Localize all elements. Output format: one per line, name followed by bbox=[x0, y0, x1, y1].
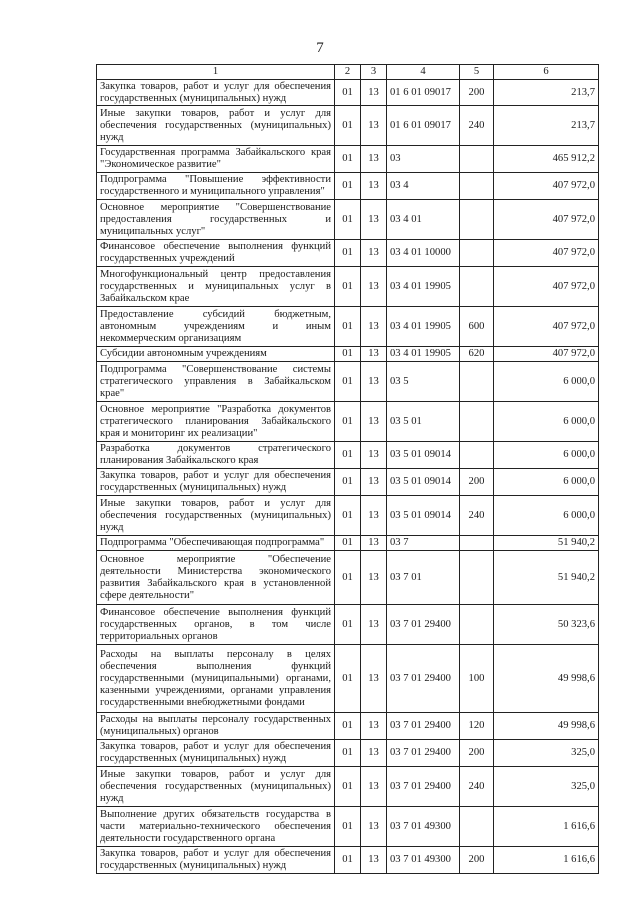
row-vr bbox=[460, 200, 494, 240]
table-row bbox=[97, 267, 599, 307]
row-name: Расходы на выплаты персоналу государственных (муниципальных) органов bbox=[97, 713, 335, 740]
table-row bbox=[97, 307, 599, 347]
row-csr: 03 4 bbox=[387, 173, 460, 200]
header-pr: 3 bbox=[361, 65, 387, 80]
row-pr: 13 bbox=[361, 240, 387, 267]
row-name: Закупка товаров, работ и услуг для обеспечения государственных (муниципальных) нужд bbox=[97, 740, 335, 767]
row-vr: 200 bbox=[460, 740, 494, 767]
row-name: Финансовое обеспечение выполнения функций государственных органов, в том числе территориальных органов bbox=[97, 605, 335, 645]
table-row bbox=[97, 173, 599, 200]
budget-table bbox=[96, 64, 599, 874]
table-row bbox=[97, 200, 599, 240]
row-csr: 03 7 bbox=[387, 536, 460, 551]
row-csr: 03 5 bbox=[387, 362, 460, 402]
row-pr: 13 bbox=[361, 402, 387, 442]
row-name: Подпрограмма "Повышение эффективности государственного и муниципального управления" bbox=[97, 173, 335, 200]
row-rz: 01 bbox=[335, 240, 361, 267]
row-pr: 13 bbox=[361, 605, 387, 645]
row-vr bbox=[460, 173, 494, 200]
row-sum: 51 940,2 bbox=[494, 536, 599, 551]
row-name: Выполнение других обязательств государства в части материально-технического обеспечения деятельности государственного органа bbox=[97, 807, 335, 847]
row-sum: 6 000,0 bbox=[494, 442, 599, 469]
row-vr: 240 bbox=[460, 106, 494, 146]
row-vr: 100 bbox=[460, 645, 494, 713]
table-row bbox=[97, 767, 599, 807]
table-row bbox=[97, 347, 599, 362]
row-rz: 01 bbox=[335, 347, 361, 362]
row-pr: 13 bbox=[361, 496, 387, 536]
row-vr bbox=[460, 267, 494, 307]
row-name: Разработка документов стратегического планирования Забайкальского края bbox=[97, 442, 335, 469]
row-pr: 13 bbox=[361, 645, 387, 713]
row-csr: 03 7 01 29400 bbox=[387, 740, 460, 767]
row-name: Расходы на выплаты персоналу в целях обеспечения выполнения функций государственными (муниципальными) органами, казенными учреждениями, органами управления государственными внебюджетными фондами bbox=[97, 645, 335, 713]
row-rz: 01 bbox=[335, 362, 361, 402]
row-vr: 200 bbox=[460, 847, 494, 874]
row-vr bbox=[460, 536, 494, 551]
row-pr: 13 bbox=[361, 347, 387, 362]
row-rz: 01 bbox=[335, 807, 361, 847]
header-vr: 5 bbox=[460, 65, 494, 80]
page-number: 7 bbox=[316, 40, 324, 56]
row-csr: 03 7 01 49300 bbox=[387, 847, 460, 874]
table-row bbox=[97, 146, 599, 173]
row-vr: 200 bbox=[460, 80, 494, 106]
row-pr: 13 bbox=[361, 200, 387, 240]
row-name: Государственная программа Забайкальского края "Экономическое развитие" bbox=[97, 146, 335, 173]
row-pr: 13 bbox=[361, 442, 387, 469]
row-pr: 13 bbox=[361, 740, 387, 767]
row-sum: 407 972,0 bbox=[494, 240, 599, 267]
row-sum: 407 972,0 bbox=[494, 307, 599, 347]
row-name: Иные закупки товаров, работ и услуг для обеспечения государственных (муниципальных) нужд bbox=[97, 106, 335, 146]
row-sum: 50 323,6 bbox=[494, 605, 599, 645]
header-sum: 6 bbox=[494, 65, 599, 80]
row-sum: 213,7 bbox=[494, 106, 599, 146]
row-name: Основное мероприятие "Совершенствование предоставления государственных и муниципальных услуг" bbox=[97, 200, 335, 240]
row-csr: 03 7 01 bbox=[387, 551, 460, 605]
row-csr: 01 6 01 09017 bbox=[387, 106, 460, 146]
row-csr: 03 7 01 29400 bbox=[387, 645, 460, 713]
row-csr: 03 4 01 10000 bbox=[387, 240, 460, 267]
row-csr: 03 4 01 19905 bbox=[387, 267, 460, 307]
row-rz: 01 bbox=[335, 402, 361, 442]
row-vr bbox=[460, 240, 494, 267]
row-rz: 01 bbox=[335, 740, 361, 767]
table-row bbox=[97, 847, 599, 874]
row-name: Закупка товаров, работ и услуг для обеспечения государственных (муниципальных) нужд bbox=[97, 847, 335, 874]
row-sum: 407 972,0 bbox=[494, 173, 599, 200]
header-name: 1 bbox=[97, 65, 335, 80]
row-csr: 01 6 01 09017 bbox=[387, 80, 460, 106]
row-rz: 01 bbox=[335, 496, 361, 536]
table-row bbox=[97, 106, 599, 146]
row-vr: 240 bbox=[460, 767, 494, 807]
row-csr: 03 4 01 19905 bbox=[387, 347, 460, 362]
row-vr bbox=[460, 442, 494, 469]
row-sum: 213,7 bbox=[494, 80, 599, 106]
row-vr: 120 bbox=[460, 713, 494, 740]
table-row bbox=[97, 740, 599, 767]
table-row bbox=[97, 645, 599, 713]
row-rz: 01 bbox=[335, 200, 361, 240]
row-csr: 03 4 01 19905 bbox=[387, 307, 460, 347]
row-pr: 13 bbox=[361, 536, 387, 551]
row-pr: 13 bbox=[361, 767, 387, 807]
row-name: Подпрограмма "Совершенствование системы стратегического управления в Забайкальском крае" bbox=[97, 362, 335, 402]
row-rz: 01 bbox=[335, 645, 361, 713]
table-row bbox=[97, 240, 599, 267]
row-rz: 01 bbox=[335, 442, 361, 469]
row-rz: 01 bbox=[335, 267, 361, 307]
row-name: Основное мероприятие "Обеспечение деятельности Министерства экономического развития Забайкальского края в установленной сфере деятельности" bbox=[97, 551, 335, 605]
table-row bbox=[97, 469, 599, 496]
row-pr: 13 bbox=[361, 173, 387, 200]
row-pr: 13 bbox=[361, 551, 387, 605]
row-csr: 03 5 01 09014 bbox=[387, 469, 460, 496]
row-csr: 03 5 01 09014 bbox=[387, 496, 460, 536]
row-vr: 240 bbox=[460, 496, 494, 536]
row-vr bbox=[460, 807, 494, 847]
header-csr: 4 bbox=[387, 65, 460, 80]
row-vr bbox=[460, 362, 494, 402]
row-sum: 1 616,6 bbox=[494, 807, 599, 847]
row-vr bbox=[460, 551, 494, 605]
row-sum: 6 000,0 bbox=[494, 362, 599, 402]
row-sum: 465 912,2 bbox=[494, 146, 599, 173]
table-row bbox=[97, 362, 599, 402]
row-name: Предоставление субсидий бюджетным, автономным учреждениям и иным некоммерческим организациям bbox=[97, 307, 335, 347]
row-rz: 01 bbox=[335, 307, 361, 347]
row-sum: 6 000,0 bbox=[494, 496, 599, 536]
row-sum: 51 940,2 bbox=[494, 551, 599, 605]
row-name: Иные закупки товаров, работ и услуг для обеспечения государственных (муниципальных) нужд bbox=[97, 496, 335, 536]
row-sum: 407 972,0 bbox=[494, 267, 599, 307]
row-name: Субсидии автономным учреждениям bbox=[97, 347, 335, 362]
row-sum: 49 998,6 bbox=[494, 645, 599, 713]
table-row bbox=[97, 807, 599, 847]
row-name: Закупка товаров, работ и услуг для обеспечения государственных (муниципальных) нужд bbox=[97, 469, 335, 496]
row-sum: 49 998,6 bbox=[494, 713, 599, 740]
row-pr: 13 bbox=[361, 469, 387, 496]
header-row bbox=[97, 65, 599, 80]
row-rz: 01 bbox=[335, 847, 361, 874]
table-row bbox=[97, 551, 599, 605]
row-rz: 01 bbox=[335, 146, 361, 173]
row-csr: 03 7 01 29400 bbox=[387, 767, 460, 807]
row-sum: 325,0 bbox=[494, 767, 599, 807]
table-row bbox=[97, 496, 599, 536]
row-pr: 13 bbox=[361, 106, 387, 146]
row-sum: 325,0 bbox=[494, 740, 599, 767]
row-rz: 01 bbox=[335, 536, 361, 551]
table-row bbox=[97, 402, 599, 442]
row-rz: 01 bbox=[335, 767, 361, 807]
row-sum: 6 000,0 bbox=[494, 402, 599, 442]
row-name: Финансовое обеспечение выполнения функций государственных учреждений bbox=[97, 240, 335, 267]
row-pr: 13 bbox=[361, 307, 387, 347]
row-rz: 01 bbox=[335, 173, 361, 200]
row-name: Основное мероприятие "Разработка документов стратегического планирования Забайкальского края и мониторинг их реализации" bbox=[97, 402, 335, 442]
row-vr: 620 bbox=[460, 347, 494, 362]
row-vr: 600 bbox=[460, 307, 494, 347]
row-csr: 03 7 01 29400 bbox=[387, 605, 460, 645]
row-pr: 13 bbox=[361, 362, 387, 402]
header-rz: 2 bbox=[335, 65, 361, 80]
row-pr: 13 bbox=[361, 713, 387, 740]
table-row bbox=[97, 713, 599, 740]
row-csr: 03 4 01 bbox=[387, 200, 460, 240]
row-rz: 01 bbox=[335, 106, 361, 146]
row-rz: 01 bbox=[335, 713, 361, 740]
row-sum: 1 616,6 bbox=[494, 847, 599, 874]
table-row bbox=[97, 536, 599, 551]
row-csr: 03 7 01 49300 bbox=[387, 807, 460, 847]
row-pr: 13 bbox=[361, 267, 387, 307]
row-csr: 03 bbox=[387, 146, 460, 173]
row-vr: 200 bbox=[460, 469, 494, 496]
row-pr: 13 bbox=[361, 807, 387, 847]
row-name: Закупка товаров, работ и услуг для обеспечения государственных (муниципальных) нужд bbox=[97, 80, 335, 106]
row-vr bbox=[460, 146, 494, 173]
row-rz: 01 bbox=[335, 80, 361, 106]
table-row bbox=[97, 605, 599, 645]
row-pr: 13 bbox=[361, 146, 387, 173]
row-rz: 01 bbox=[335, 469, 361, 496]
row-pr: 13 bbox=[361, 80, 387, 106]
table-row bbox=[97, 442, 599, 469]
row-vr bbox=[460, 402, 494, 442]
row-rz: 01 bbox=[335, 605, 361, 645]
row-csr: 03 5 01 09014 bbox=[387, 442, 460, 469]
row-sum: 6 000,0 bbox=[494, 469, 599, 496]
table-row bbox=[97, 80, 599, 106]
row-csr: 03 7 01 29400 bbox=[387, 713, 460, 740]
row-rz: 01 bbox=[335, 551, 361, 605]
row-name: Иные закупки товаров, работ и услуг для обеспечения государственных (муниципальных) нужд bbox=[97, 767, 335, 807]
row-vr bbox=[460, 605, 494, 645]
row-sum: 407 972,0 bbox=[494, 200, 599, 240]
row-csr: 03 5 01 bbox=[387, 402, 460, 442]
row-sum: 407 972,0 bbox=[494, 347, 599, 362]
row-name: Многофункциональный центр предоставления государственных и муниципальных услуг в Забайкальском крае bbox=[97, 267, 335, 307]
row-pr: 13 bbox=[361, 847, 387, 874]
row-name: Подпрограмма "Обеспечивающая подпрограмма" bbox=[97, 536, 335, 551]
